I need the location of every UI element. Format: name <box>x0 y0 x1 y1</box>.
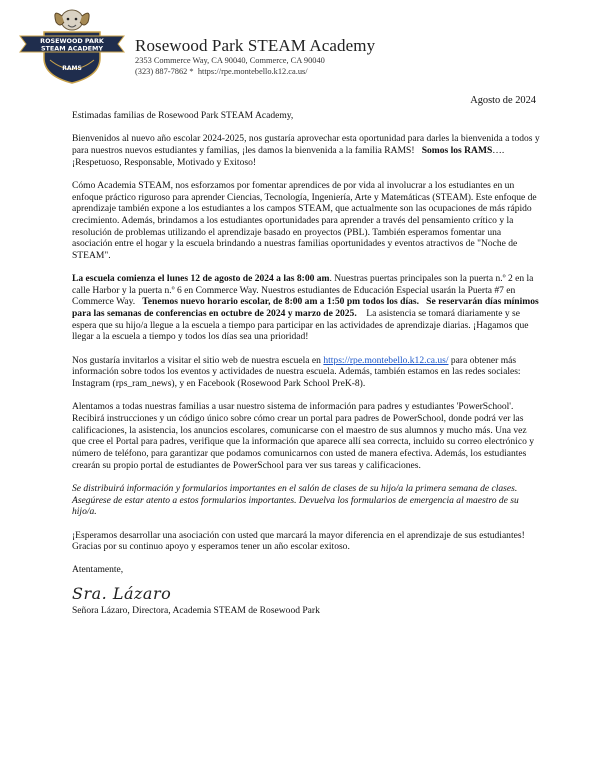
paragraph-steam: Cómo Academia STEAM, nos esforzamos por fomentar aprendices de por vida al involucrar a los estudiantes en un enfoque práctico riguroso para aprender Ciencias, Tecnología, Ingeniería, Arte y Matemáticas (STEAM). Este enfoque de aprendizaje también expone a los estudiantes a los campos STEAM, que actualmente son las ocupaciones de más rápido crecimiento. Además, brindamos a los estudiantes oportunidades para aprender a través del pensamiento crítico y la resolución de problemas utilizando el aprendizaje basado en proyectos (PBL). También esperamos fomentar una asociación entre el hogar y la escuela brindando a nuestras familias oportunidades y eventos atractivos de "Noche de STEAM". <box>72 179 537 261</box>
paragraph-thanks: ¡Esperamos desarrollar una asociación con usted que marcará la mayor diferencia en el aprendizaje de sus estudiantes! Gracias por su continuo apoyo y esperamos tener un año escolar exitoso. <box>72 529 525 553</box>
signer-name: Señora Lázaro, Directora, Academia STEAM de Rosewood Park <box>72 605 320 617</box>
school-logo <box>18 6 126 84</box>
signature: Sra. Lázaro <box>72 584 172 604</box>
letter-date: Agosto de 2024 <box>470 95 536 106</box>
website-link[interactable]: https://rpe.montebello.k12.ca.us/ <box>323 354 449 366</box>
closing: Atentamente, <box>72 564 124 576</box>
logo-banner <box>20 36 124 53</box>
school-address: 2353 Commerce Way, CA 90040, Commerce, CA 90040 <box>135 56 325 65</box>
school-phone: (323) 887-7862 * <box>135 67 194 76</box>
school-website-link[interactable]: https://rpe.montebello.k12.ca.us/ <box>197 67 308 76</box>
paragraph-website: Nos gustaría invitarlos a visitar el sitio web de nuestra escuela en https://rpe.montebello.k12.ca.us/ para obtener más información sobre todos los eventos y actividades de nuestra escuela. Además, también estamos en las redes sociales: Instagram (rps_ram_news), y en Facebook (Rosewood Park School PreK-8). <box>72 354 521 390</box>
paragraph-school-start: La escuela comienza el lunes 12 de agosto de 2024 a las 8:00 am. Nuestras puertas principales son la puerta n.º 2 en la calle Harbor y la puerta n.º 6 en Commerce Way. Nuestros estudiantes de Educación Especial usarán la Puerta #7 en Commerce Way. Tenemos nuevo horario escolar, de 8:00 am a 1:50 pm todos los días. Se reservarán días mínimos para las semanas de conferencias en octubre de 2024 y marzo de 2025. La asistencia se tomará diariamente y se espera que su hijo/a llegue a la escuela a tiempo para participar en las actividades de aprendizaje diarias. ¡Hagamos que llegar a la escuela a tiempo y todos los días sea una prioridad! <box>72 273 539 343</box>
school-name: Rosewood Park STEAM Academy <box>135 36 376 55</box>
greeting: Estimadas familias de Rosewood Park STEAM Academy, <box>72 110 294 121</box>
svg-text:STEAM ACADEMY: STEAM ACADEMY <box>40 44 104 53</box>
paragraph-forms: Se distribuirá información y formularios importantes en el salón de clases de su hijo/a la primera semana de clases. Asegúrese de estar atento a estos formularios importantes. Devuelva los formularios de emergencia al maestro de su hijo/a. <box>72 482 519 518</box>
school-info <box>135 36 375 77</box>
paragraph-powerschool: Alentamos a todas nuestras familias a usar nuestro sistema de información para padres y estudiantes 'PowerSchool'. Recibirá instrucciones y un código único sobre cómo crear un portal para padres de PowerSchool, donde podrá ver las calificaciones, la asistencia, los anuncios escolares, comunicarse con el maestro de sus alumnos y mucho más. Una vez que cree el Portal para padres, verifique que la información que aparece allí sea correcta, incluido su correo electrónico y número de teléfono, para garantizar que podamos comunicarnos con usted de manera efectiva. Además, los estudiantes crearán su propio portal de estudiantes de PowerSchool para ver sus tareas y calificaciones. <box>72 401 535 471</box>
school-contact <box>135 66 375 77</box>
svg-text:ROSEWOOD PARK: ROSEWOOD PARK <box>40 37 104 45</box>
letterhead <box>18 6 598 84</box>
paragraph-welcome: Bienvenidos al nuevo año escolar 2024-2025, nos gustaría aprovechar esta oportunidad para darles la bienvenida a todos y para nuestros nuevos estudiantes y familias, ¡les damos la bienvenida a la familia RAMS! Somos los RAMS…. ¡Respetuoso, Responsable, Motivado y Exitoso! <box>72 133 540 168</box>
svg-text:RAMS: RAMS <box>62 65 82 72</box>
letter-body <box>72 110 542 617</box>
ram-head-icon <box>55 10 89 30</box>
